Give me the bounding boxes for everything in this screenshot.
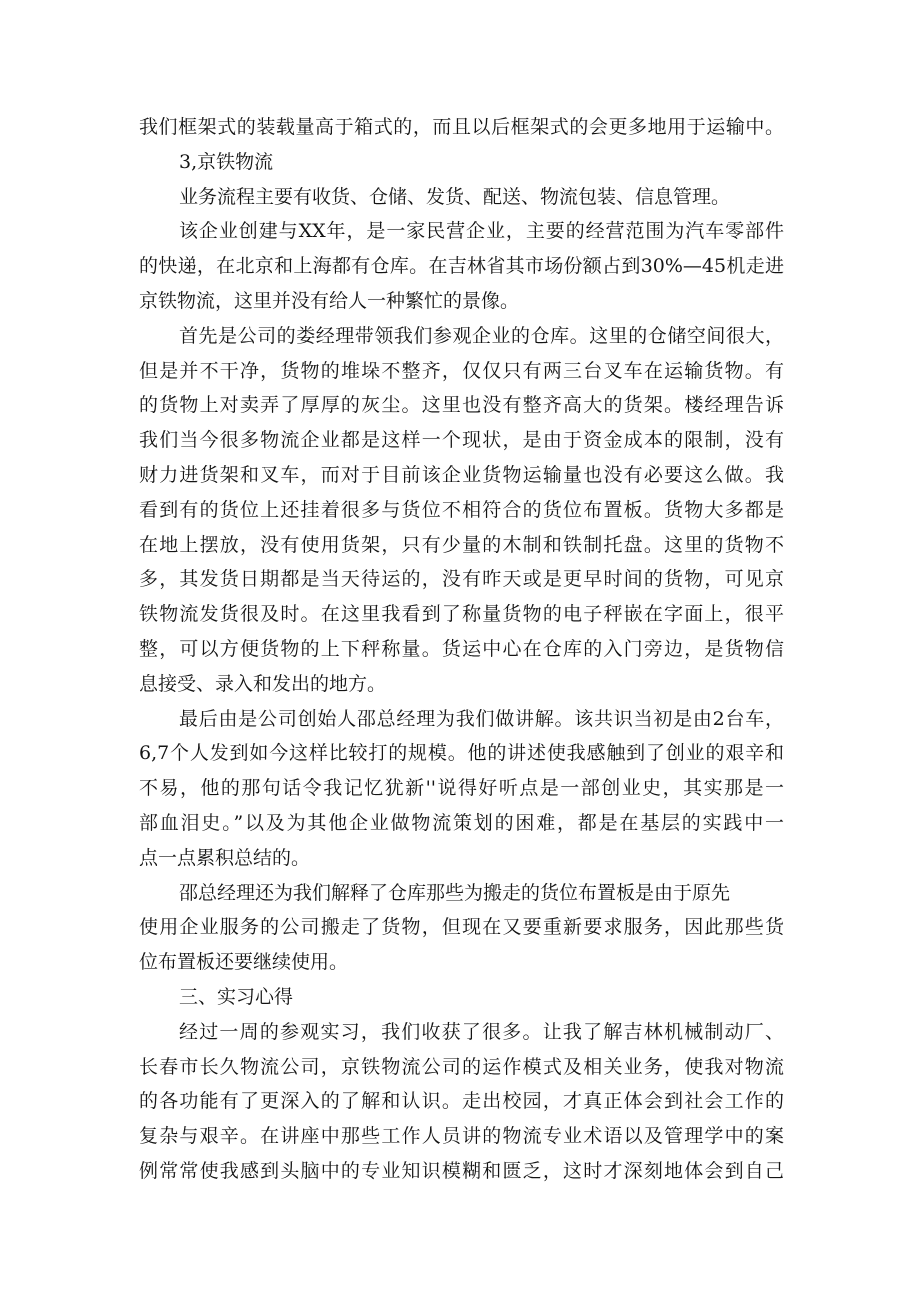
text-line: 的货物上对卖弄了厚厚的灰尘。这里也没有整齐高大的货架。楼经理告诉 (139, 394, 784, 417)
text-line: 业务流程主要有收货、仓储、发货、配送、物流包装、信息管理。 (179, 185, 731, 208)
text-line: 位布置板还要继续使用。 (139, 951, 349, 974)
text-line: 整，可以方便货物的上下秤称量。货运中心在仓库的入门旁边，是货物信 (139, 637, 784, 660)
text-line: 的各功能有了更深入的了解和认识。走出校园，才真正体会到社会工作的 (139, 1090, 784, 1113)
text-line: 部血泪史。”以及为其他企业做物流策划的困难，都是在基层的实践中一 (139, 811, 784, 834)
text-line: 不易，他的那句话令我记忆犹新''说得好听点是一部创业史，其实那是一 (139, 777, 784, 800)
text-line: 点一点累积总结的。 (139, 846, 311, 869)
text-line: 最后由是公司创始人邵总经理为我们做讲解。该共识当初是由2台车， (179, 707, 784, 730)
text-line: 经过一周的参观实习，我们收获了很多。让我了解吉林机械制动厂、 (179, 1020, 784, 1043)
text-line: 长春市长久物流公司，京铁物流公司的运作模式及相关业务，使我对物流 (139, 1055, 784, 1078)
text-line: 铁物流发货很及时。在这里我看到了称量货物的电子秤嵌在字面上，很平 (139, 603, 784, 626)
text-line: 看到有的货位上还挂着很多与货位不相符合的货位布置板。货物大多都是 (139, 498, 784, 521)
text-line: 该企业创建与XX年，是一家民营企业，主要的经营范围为汽车零部件 (179, 220, 784, 243)
text-line: 多，其发货日期都是当天待运的，没有昨天或是更早时间的货物，可见京 (139, 568, 784, 591)
text-line: 我们框架式的装载量高于箱式的，而且以后框架式的会更多地用于运输中。 (139, 116, 784, 138)
text-line: 首先是公司的娄经理带领我们参观企业的仓库。这里的仓储空间很大， (179, 324, 784, 347)
text-line: 在地上摆放，没有使用货架，只有少量的木制和铁制托盘。这里的货物不 (139, 533, 784, 556)
text-line: 邵总经理还为我们解释了仓库那些为搬走的货位布置板是由于原先 (179, 881, 731, 904)
text-line: 我们当今很多物流企业都是这样一个现状，是由于资金成本的限制，没有 (139, 429, 784, 452)
section-heading: 三、实习心得 (179, 985, 294, 1008)
section-heading: 3,京铁物流 (179, 150, 274, 173)
text-line: 财力进货架和叉车，而对于目前该企业货物运输量也没有必要这么做。我 (139, 463, 784, 486)
text-line: 京铁物流，这里并没有给人一种繁忙的景像。 (139, 289, 520, 312)
text-line: 6,7个人发到如今这样比较打的规模。他的讲述使我感触到了创业的艰辛和 (139, 742, 784, 765)
text-line: 复杂与艰辛。在讲座中那些工作人员讲的物流专业术语以及管理学中的案 (139, 1125, 784, 1148)
text-line: 但是并不干净，货物的堆垛不整齐，仅仅只有两三台叉车在运输货物。有 (139, 359, 784, 382)
text-line: 使用企业服务的公司搬走了货物，但现在又要重新要求服务，因此那些货 (139, 916, 784, 939)
text-line: 的快递，在北京和上海都有仓库。在吉林省其市场份额占到30%—45机走进 (139, 255, 784, 278)
document-body (139, 110, 784, 1189)
text-line: 例常常使我感到头脑中的专业知识模糊和匮乏，这时才深刻地体会到自己 (139, 1159, 784, 1182)
text-line: 息接受、录入和发出的地方。 (139, 672, 387, 695)
